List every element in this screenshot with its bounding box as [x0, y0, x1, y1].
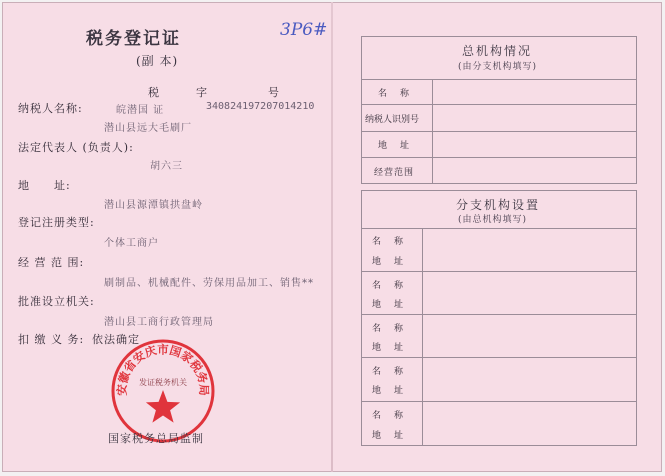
branch-note: (由总机构填写): [458, 215, 528, 225]
approval-authority-label: 批准设立机关:: [18, 295, 95, 308]
certificate-title: 税务登记证: [86, 29, 181, 49]
withholding-label: 扣 缴 义 务:: [18, 333, 85, 346]
branch-3-name-label: 名 称: [372, 324, 406, 334]
head-office-row-name: 名 称: [378, 89, 412, 99]
reg-type-label: 登记注册类型:: [18, 216, 95, 229]
seal-star-icon: [146, 390, 180, 423]
official-seal: [110, 338, 216, 444]
branch-2-address-label: 地 址: [372, 300, 406, 310]
supervision-footer: 国家税务总局监制: [108, 432, 204, 445]
legal-rep-value: 胡六三: [150, 161, 183, 172]
business-scope-label: 经 营 范 围:: [18, 256, 85, 269]
branch-3-address-label: 地 址: [372, 343, 406, 353]
head-office-row-scope: 经营范围: [374, 168, 415, 178]
branch-title: 分支机构设置: [456, 198, 541, 212]
branch-1-address-label: 地 址: [372, 257, 406, 267]
taxpayer-name-value: 潜山县远大毛刷厂: [104, 123, 192, 134]
legal-rep-label: 法定代表人 (负责人):: [18, 141, 134, 154]
address-value: 潜山县源潭镇拱盘岭: [104, 200, 203, 211]
business-scope-value: 刷制品、机械配件、劳保用品加工、销售**: [104, 278, 314, 289]
branch-5-address-label: 地 址: [372, 431, 406, 441]
branch-2-name-label: 名 称: [372, 281, 406, 291]
tax-id-header: 税 字 号: [148, 86, 280, 99]
handwritten-note: 3P6#: [280, 20, 328, 40]
approval-authority-value: 潜山县工商行政管理局: [104, 317, 214, 328]
withholding-value: 依法确定: [92, 333, 140, 346]
certificate-subtitle: (副 本): [136, 54, 179, 68]
head-office-title: 总机构情况: [462, 44, 533, 58]
branch-4-address-label: 地 址: [372, 386, 406, 396]
taxpayer-id-prefix: 皖潜国 证: [116, 105, 165, 116]
address-label: 地 址:: [18, 179, 71, 192]
head-office-row-address: 地 址: [378, 141, 412, 151]
branch-5-name-label: 名 称: [372, 411, 406, 421]
taxpayer-name-label: 纳税人名称:: [18, 102, 83, 115]
seal-outer-text: 安徽省安庆市国家税务局: [114, 342, 212, 396]
branch-4-name-label: 名 称: [372, 367, 406, 377]
reg-type-value: 个体工商户: [104, 238, 159, 249]
head-office-row-tax-id: 纳税人识别号: [365, 115, 420, 125]
tax-id-number: 340824197207014210: [206, 101, 315, 112]
branch-1-name-label: 名 称: [372, 237, 406, 247]
page-fold: [331, 2, 333, 472]
head-office-note: (由分支机构填写): [458, 62, 538, 72]
seal-inner-text: 发证税务机关: [139, 378, 187, 387]
